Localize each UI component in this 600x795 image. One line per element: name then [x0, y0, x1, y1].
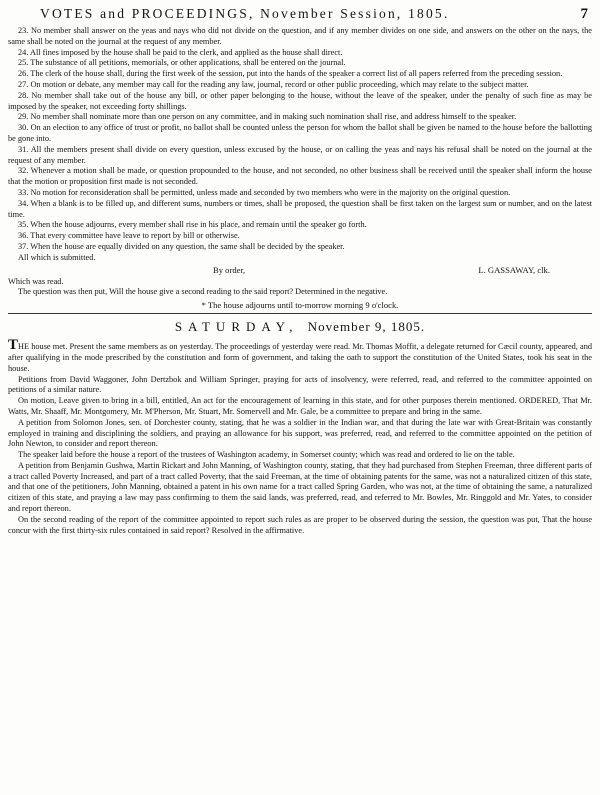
- rule-26: 26. The clerk of the house shall, during the first week of the session, put into the hands of the speaker a correct list of all papers referred from the preceding session.: [18, 69, 563, 79]
- petition-solomon-jones: A petition from Solomon Jones, sen. of Dorchester county, stating, that he was a soldier in the Indian war, and that during the late war with Great-Britain was constantly employed in training and disciplining the soldiers, and praying an allowance for his support, was preferred, read, and referred to the committee appointed on the petition of John Newton, to consider and report thereon.: [8, 417, 592, 449]
- rule-33: 33. No motion for reconsideration shall be permitted, unless made and seconded by two members who were in the majority on the original question.: [18, 187, 511, 197]
- rule-35: 35. When the house adjourns, every member shall rise in his place, and remain until the speaker go forth.: [18, 220, 367, 230]
- saturday-proceedings: [8, 337, 592, 536]
- section-divider: [8, 313, 592, 314]
- page-number: 7: [580, 6, 588, 22]
- day-heading: [8, 318, 592, 336]
- opening-text: HE house met. Present the same members as on yesterday. The proceedings of yesterday were read. Mr. Thomas Moffit, a delegate returned for Cæcil county, appeared, and after qualifying in the mode prescribed by the constitution and form of government, and taking the oath to support the constitution of the United States, took his seat in the house.: [8, 342, 592, 373]
- by-order-label: By order,: [213, 264, 246, 275]
- adjourn-note: * The house adjourns until to-morrow morning 9 o'clock.: [201, 300, 399, 311]
- rule-29: 29. No member shall nominate more than one person on any committee, and in making such nomination shall rise, and address himself to the speaker.: [18, 112, 517, 122]
- day-heading-day: SATURDAY,: [174, 319, 299, 335]
- day-heading-date: November 9, 1805.: [307, 319, 426, 335]
- signature-block: [8, 264, 592, 277]
- page-header: [8, 6, 592, 26]
- rule-32: 32. Whenever a motion shall be made, or question propounded to the house, and not seconded, no other business shall be received until the speaker shall inform the house that the motion or proposition first made is not seconded.: [8, 166, 592, 187]
- rule-37: 37. When the house are equally divided on any question, the same shall be decided by the speaker.: [18, 241, 345, 251]
- petition-waggoner: Petitions from David Waggoner, John Dertzbok and William Springer, praying for acts of insolvency, were referred, read, and referred to the committee appointed on petitions of a similar nature.: [8, 374, 592, 395]
- rules-report-reading: On the second reading of the report of the committee appointed to report such rules as are proper to be observed during the session, the question was put, That the house concur with the first thirty-six rules contained in said report? Resolved in the affirmative.: [8, 514, 592, 535]
- rule-23: 23. No member shall answer on the yeas and nays who did not divide on the question, and if any member divides on one side, and answers on the other on the nays, the same shall be noted on the journal at the request of any member.: [8, 26, 592, 46]
- rule-28: 28. No member shall take out of the house any bill, or other paper belonging to the house, without the leave of the speaker, under the penalty of such fine as may be imposed by the speaker, not exceeding forty shillings.: [8, 90, 592, 111]
- petition-gushwa: A petition from Benjamin Gushwa, Martin Rickart and John Manning, of Washington county, stating, that they had purchased from Stephen Freeman, three different parts of a tract called Poverty Increased, and part of a tract called Poverty, that the said Freeman, at the time of obtaining patents for the same, was not a naturalized citizen of this state, and that one of the petitioners, John Manning, obtained a patent in his own name for a tract called Spring Garden, who was not, at the time of obtaining the same, a naturalized citizen of this state, and praying a law may pass confirming to them the said lands, was preferred, read, and referred to Mr. Bowles, Mr. Ringgold and Mr. Yates, to consider and report thereon.: [8, 460, 592, 514]
- submitted-line: All which is submitted.: [18, 252, 96, 262]
- motion-learning-bill: On motion, Leave given to bring in a bill, entitled, An act for the encouragement of learning in this state, and for other purposes therein mentioned. ORDERED, That Mr. Watts, Mr. Shaaff, Mr. Montgomery, Mr. M'Pherson, Mr. Stuart, Mr. Somervell and Mr. Gale, be a committee to prepare and bring in the same.: [8, 396, 592, 416]
- rule-30: 30. On an election to any office of trust or profit, no ballot shall be counted unless the person for whom the ballot shall be given be named to the house before the ballotting be gone into.: [8, 123, 592, 143]
- rule-34: 34. When a blank is to be filled up, and different sums, numbers or times, shall be proposed, the question shall be first taken on the largest sum or number, and on the latest time.: [8, 198, 592, 219]
- rules-list: [8, 26, 592, 264]
- header-title: VOTES and PROCEEDINGS, November Session, 1805.: [40, 6, 450, 21]
- document-page: [8, 6, 592, 792]
- drop-cap: T: [8, 337, 19, 354]
- which-read-line: Which was read.: [8, 276, 64, 286]
- rule-25: 25. The substance of all petitions, memorials, or other applications, shall be entered on the journal.: [18, 58, 346, 68]
- rule-36: 36. That every committee have leave to report by bill or otherwise.: [18, 231, 240, 241]
- rule-31: 31. All the members present shall divide on every question, unless excused by the house, or on calling the yeas and nays his refusal shall be noted on the journal at the request of any member.: [8, 144, 592, 165]
- rule-27: 27. On motion or debate, any member may call for the reading any law, journal, record or other public proceeding, which may relate to the subject matter.: [18, 79, 529, 89]
- washington-academy-report: The speaker laid before the house a report of the trustees of Washington academy, in Somerset county; which was read and ordered to lie on the table.: [18, 450, 515, 460]
- rule-24: 24. All fines imposed by the house shall be paid to the clerk, and applied as the house shall direct.: [18, 47, 343, 57]
- clerk-signature: L. GASSAWAY, clk.: [478, 264, 550, 275]
- opening-paragraph: [8, 337, 592, 374]
- question-put-paragraph: The question was then put, Will the house give a second reading to the said report? Determined in the negative.: [18, 287, 388, 297]
